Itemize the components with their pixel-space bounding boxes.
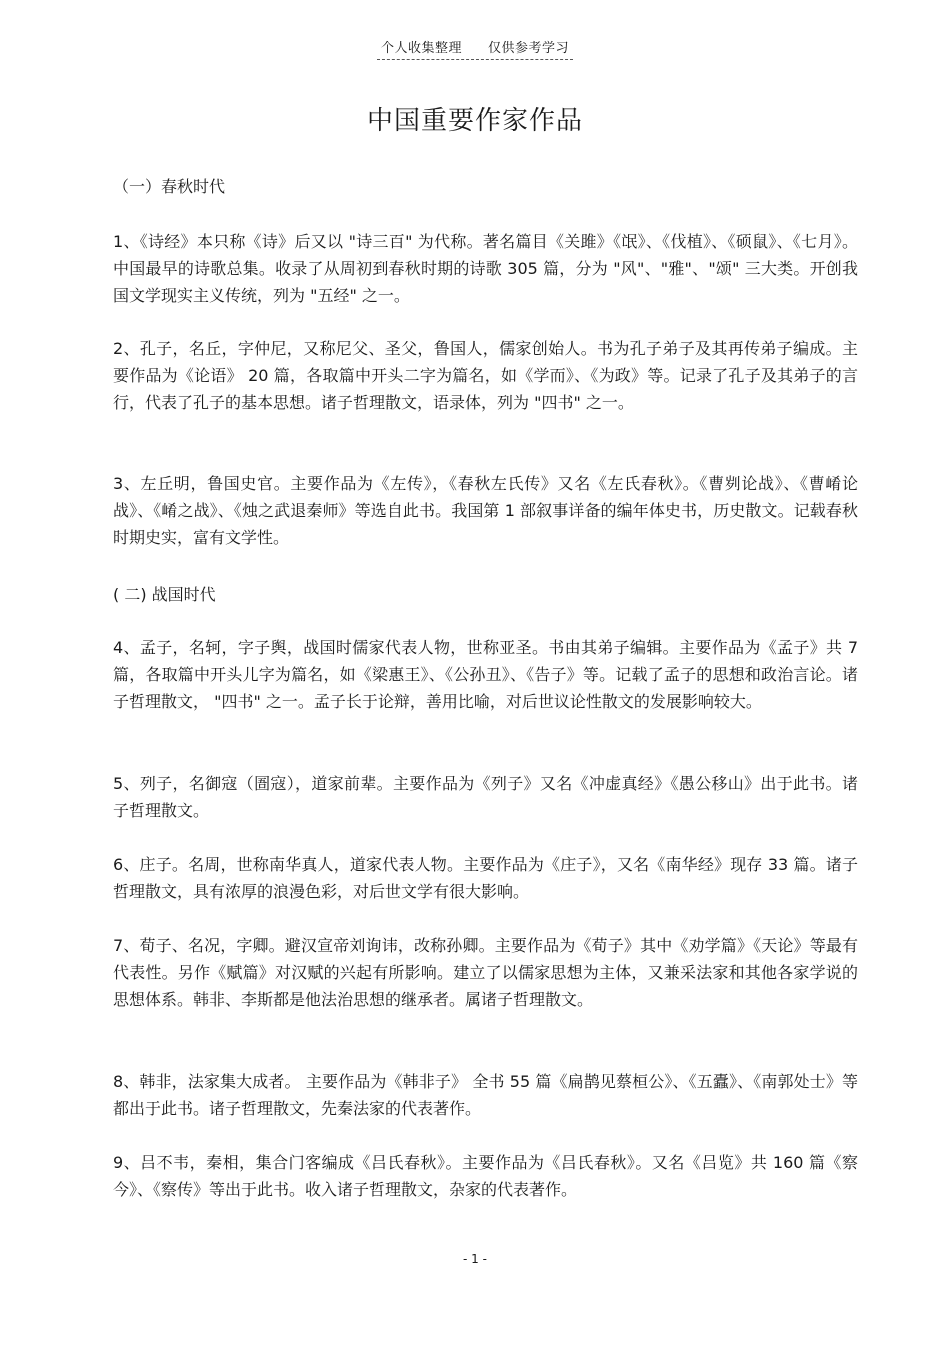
entry-hanfei: 8、韩非，法家集大成者。 主要作品为《韩非子》 全书 55 篇《扁鹊见蔡桓公》、《五蠹》、《南郭处士》等都出于此书。诸子哲理散文，先秦法家的代表著作。 <box>113 1072 858 1118</box>
entry-liezi: 5、列子，名御寇（圄寇），道家前辈。主要作品为《列子》又名《冲虚真经》《愚公移山》出于此书。诸子哲理散文。 <box>113 774 858 820</box>
entry-lvbuwei: 9、吕不韦，秦相，集合门客编成《吕氏春秋》。主要作品为《吕氏春秋》。又名《吕览》共 160 篇《察今》、《察传》等出于此书。收入诸子哲理散文，杂家的代表著作。 <box>113 1153 858 1199</box>
section-heading-spring-autumn: （一）春秋时代 <box>113 177 226 196</box>
entry-xunzi: 7、荀子、名况，字卿。避汉宣帝刘询讳，改称孙卿。主要作品为《荀子》其中《劝学篇》《天论》等最有代表性。另作《赋篇》对汉赋的兴起有所影响。建立了以儒家思想为主体，又兼采法家和其他各家学说的思想体系。韩非、李斯都是他法治思想的继承者。属诸子哲理散文。 <box>113 936 858 1009</box>
header-right-text: 仅供参考学习 <box>488 41 570 56</box>
entry-kongzi: 2、孔子，名丘，字仲尼，又称尼父、圣父，鲁国人，儒家创始人。书为孔子弟子及其再传弟子编成。主要作品为《论语》 20 篇，各取篇中开头二字为篇名，如《学而》、《为政》等。记录了孔子及其弟子的言行，代表了孔子的基本思想。诸子哲理散文，语录体，列为 "四书" 之一。 <box>113 339 858 412</box>
entry-zhuangzi: 6、庄子。名周，世称南华真人，道家代表人物。主要作品为《庄子》，又名《南华经》现存 33 篇。诸子哲理散文，具有浓厚的浪漫色彩，对后世文学有很大影响。 <box>113 855 858 901</box>
document-title: 中国重要作家作品 <box>366 106 583 136</box>
entry-zuoqiuming: 3、左丘明，鲁国史官。主要作品为《左传》，《春秋左氏传》又名《左氏春秋》。《曹刿论战》、《曹崤论战》、《崤之战》、《烛之武退秦师》等选自此书。我国第 1 部叙事详备的编年体史书，历史散文。记载春秋时期史实，富有文学性。 <box>113 474 858 547</box>
section-heading-warring-states: ( 二) 战国时代 <box>113 585 216 604</box>
entry-mengzi: 4、孟子，名轲，字子舆，战国时儒家代表人物，世称亚圣。书由其弟子编辑。主要作品为《孟子》共 7 篇，各取篇中开头儿字为篇名，如《梁惠王》、《公孙丑》、《告子》等。记载了孟子的思想和政治言论。诸子哲理散文， "四书" 之一。孟子长于论辩，善用比喻，对后世议论性散文的发展影响较大。 <box>113 638 858 711</box>
header-left-text: 个人收集整理 <box>380 41 462 56</box>
page-number: - 1 - <box>463 1252 487 1266</box>
entry-shijing: 1、《诗经》本只称《诗》后又以 "诗三百" 为代称。著名篇目《关雎》《氓》、《伐植》、《硕鼠》、《七月》。中国最早的诗歌总集。收录了从周初到春秋时期的诗歌 305 篇，分为 "风"、"雅"、"颂" 三大类。开创我国文学现实主义传统，列为 "五经" 之一。 <box>113 232 858 305</box>
header-text <box>377 37 573 60</box>
page-header <box>0 37 950 60</box>
